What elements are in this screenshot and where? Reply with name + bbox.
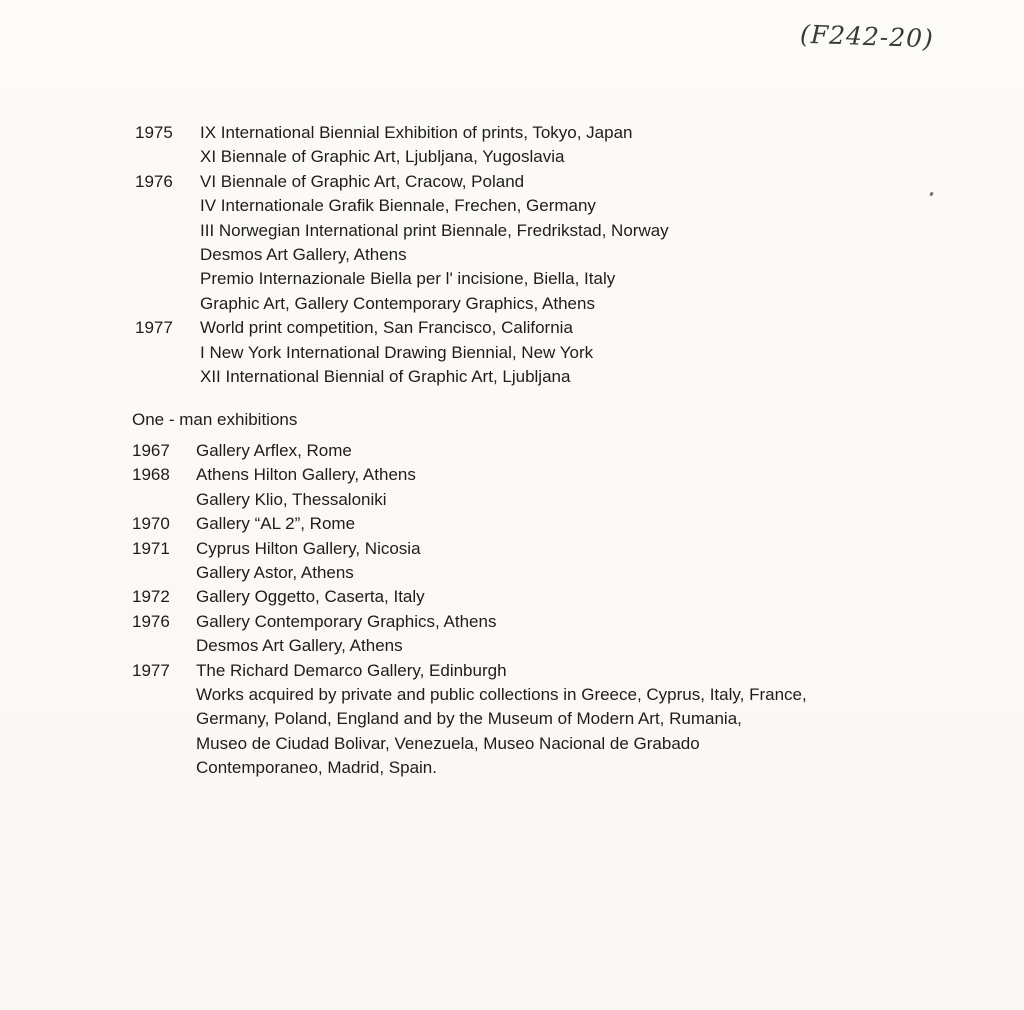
- exhibition-row: [0, 170, 1024, 194]
- exhibition-row: [0, 610, 1024, 634]
- exhibition-row: [0, 585, 1024, 609]
- exhibition-row: [0, 439, 1024, 463]
- exhibition-entry: Desmos Art Gallery, Athens: [200, 244, 407, 264]
- exhibition-entry: Gallery Klio, Thessaloniki: [196, 489, 387, 509]
- collections-note-line: [0, 683, 1024, 707]
- exhibition-entry: Graphic Art, Gallery Contemporary Graphics, Athens: [200, 293, 595, 313]
- exhibition-entry: World print competition, San Francisco, California: [200, 318, 573, 338]
- exhibition-entry: Cyprus Hilton Gallery, Nicosia: [196, 538, 421, 558]
- exhibition-entry: Desmos Art Gallery, Athens: [196, 636, 403, 656]
- exhibition-row: [0, 145, 1024, 169]
- exhibition-row: [0, 243, 1024, 267]
- collections-note-line: [0, 732, 1024, 756]
- group-exhibitions-list: [0, 121, 1024, 389]
- collections-note-text: Museo de Ciudad Bolivar, Venezuela, Museo Nacional de Grabado: [196, 733, 700, 753]
- exhibition-entry: Premio Internazionale Biella per l' incisione, Biella, Italy: [200, 269, 616, 289]
- exhibition-year: 1972: [132, 587, 170, 607]
- exhibition-entry: IX International Biennial Exhibition of prints, Tokyo, Japan: [200, 123, 633, 142]
- exhibition-entry: The Richard Demarco Gallery, Edinburgh: [196, 660, 507, 680]
- exhibition-year: 1967: [132, 441, 170, 460]
- exhibition-entry: Gallery “AL 2”, Rome: [196, 514, 356, 534]
- exhibition-row: [0, 219, 1024, 243]
- exhibition-entry: Gallery Astor, Athens: [196, 562, 354, 582]
- exhibition-entry: IV Internationale Grafik Biennale, Frechen, Germany: [200, 196, 596, 216]
- exhibition-row: [0, 121, 1024, 145]
- one-man-exhibitions-heading: One - man exhibitions: [132, 410, 298, 429]
- collections-note-text: Contemporaneo, Madrid, Spain.: [196, 758, 437, 778]
- exhibition-entry: Gallery Arflex, Rome: [196, 441, 352, 460]
- exhibition-row: [0, 341, 1024, 365]
- exhibition-entry: Gallery Contemporary Graphics, Athens: [196, 611, 497, 631]
- exhibition-entry: III Norwegian International print Biennale, Fredrikstad, Norway: [200, 220, 669, 240]
- exhibition-entry: Athens Hilton Gallery, Athens: [196, 465, 416, 485]
- exhibition-row: [0, 463, 1024, 487]
- exhibition-row: [0, 561, 1024, 585]
- exhibition-year: 1970: [132, 514, 170, 534]
- exhibition-entry: XII International Biennial of Graphic Art, Ljubljana: [200, 366, 571, 386]
- exhibition-year: 1976: [135, 171, 173, 191]
- exhibition-year: 1977: [135, 318, 173, 338]
- exhibition-row: [0, 488, 1024, 512]
- exhibition-row: [0, 537, 1024, 561]
- collections-note-text: Germany, Poland, England and by the Museum of Modern Art, Rumania,: [196, 709, 742, 729]
- exhibition-year: 1976: [132, 611, 170, 631]
- exhibition-year: 1975: [135, 123, 173, 142]
- exhibition-row: [0, 267, 1024, 291]
- exhibition-year: 1968: [132, 465, 170, 485]
- exhibition-row: [0, 194, 1024, 218]
- exhibition-entry: XI Biennale of Graphic Art, Ljubljana, Yugoslavia: [200, 147, 565, 167]
- exhibition-row: [0, 316, 1024, 340]
- collections-note: [0, 683, 1024, 781]
- collections-note-line: [0, 707, 1024, 731]
- exhibition-year: 1971: [132, 538, 170, 558]
- collections-note-line: [0, 756, 1024, 780]
- handwritten-reference-note: (F242-20): [799, 19, 935, 54]
- exhibition-row: [0, 292, 1024, 316]
- exhibition-entry: Gallery Oggetto, Caserta, Italy: [196, 587, 425, 607]
- exhibition-year: 1977: [132, 660, 170, 680]
- exhibition-row: [0, 365, 1024, 389]
- exhibition-row: [0, 634, 1024, 658]
- collections-note-text: Works acquired by private and public collections in Greece, Cyprus, Italy, France,: [196, 684, 807, 704]
- exhibition-row: [0, 659, 1024, 683]
- exhibition-row: [0, 512, 1024, 536]
- one-man-exhibitions-list: [0, 439, 1024, 780]
- exhibition-entry: I New York International Drawing Biennial, New York: [200, 342, 594, 362]
- exhibition-entry: VI Biennale of Graphic Art, Cracow, Poland: [200, 171, 525, 191]
